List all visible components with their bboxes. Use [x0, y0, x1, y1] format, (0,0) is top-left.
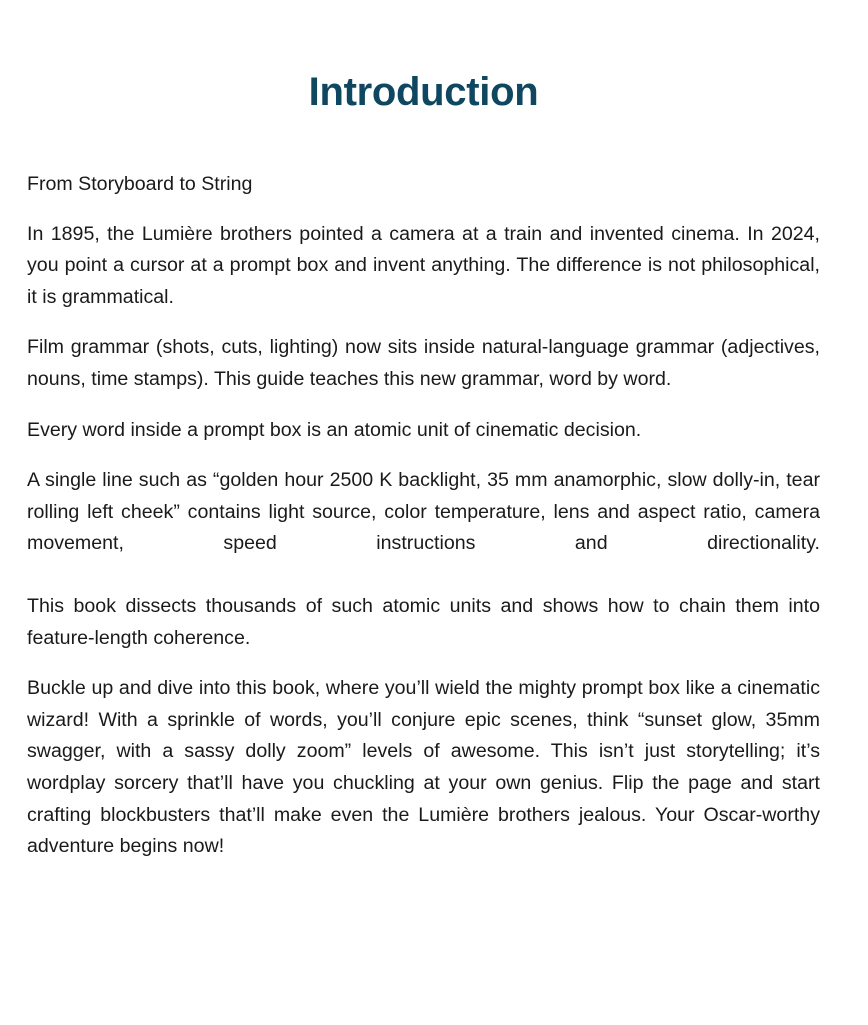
paragraph-buckle-up: Buckle up and dive into this book, where you’ll wield the mighty prompt box like a cinematic wizard! With a sprinkle of words, you’ll conjure epic scenes, think “sunset glow, 35mm swagger, with a sassy dolly zoom” levels of awesome. This isn’t just storytelling; it’s wordplay sorcery that’ll have you chuckling at your own genius. Flip the page and start crafting blockbusters that’ll make even the Lumière brothers jealous. Your Oscar-worthy adventure begins now! [27, 677, 820, 858]
document-body [27, 169, 820, 882]
page-title: Introduction [308, 70, 539, 114]
paragraph-single-line: A single line such as “golden hour 2500 K backlight, 35 mm anamorphic, slow dolly-in, tear rolling left cheek” contains light source, color temperature, lens and aspect ratio, camera movement, speed instructions and directionality. [27, 469, 820, 555]
paragraph-film-grammar: Film grammar (shots, cuts, lighting) now sits inside natural-language grammar (adjectives, nouns, time stamps). This guide teaches this new grammar, word by word. [27, 336, 820, 390]
paragraph-lumiere: In 1895, the Lumière brothers pointed a camera at a train and invented cinema. In 2024, you point a cursor at a prompt box and invent anything. The difference is not philosophical, it is grammatical. [27, 222, 820, 308]
paragraph-atomic-unit: Every word inside a prompt box is an atomic unit of cinematic decision. [27, 418, 642, 441]
subtitle: From Storyboard to String [27, 173, 253, 195]
paragraph-dissects: This book dissects thousands of such atomic units and shows how to chain them into feature-length coherence. [27, 594, 820, 649]
